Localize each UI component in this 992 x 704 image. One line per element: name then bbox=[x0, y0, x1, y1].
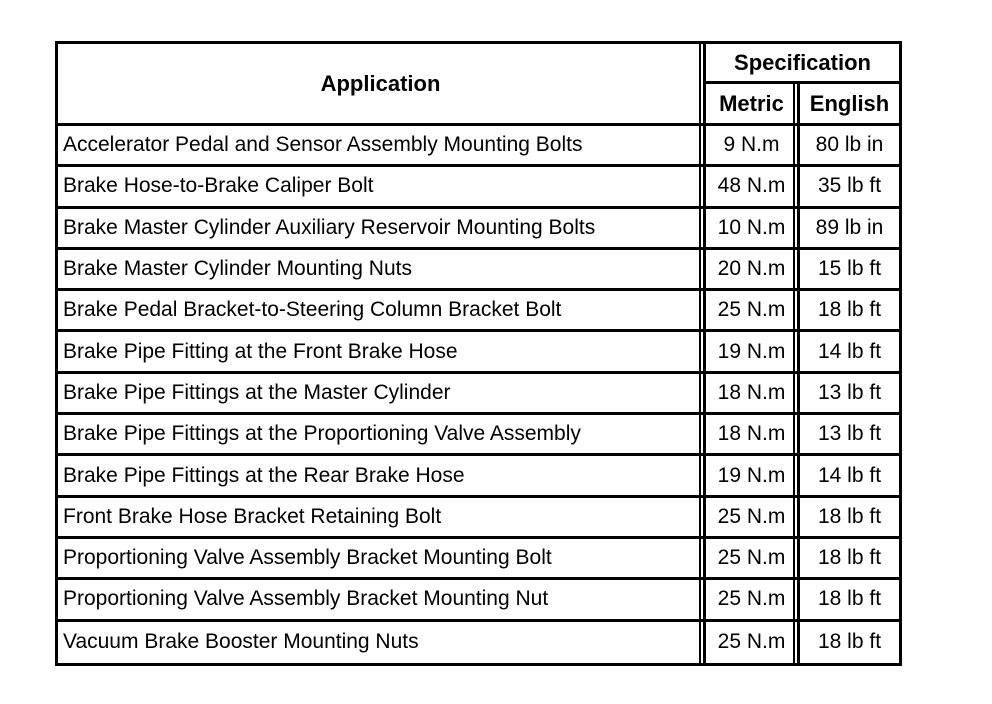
application-cell: Brake Hose-to-Brake Caliper Bolt bbox=[58, 167, 706, 208]
application-cell: Proportioning Valve Assembly Bracket Mounting Nut bbox=[58, 580, 706, 621]
fastener-specification-table bbox=[55, 41, 902, 666]
metric-cell: 20 N.m bbox=[706, 250, 800, 291]
metric-cell: 18 N.m bbox=[706, 374, 800, 415]
table-row bbox=[58, 209, 899, 250]
application-cell: Front Brake Hose Bracket Retaining Bolt bbox=[58, 498, 706, 539]
metric-cell: 25 N.m bbox=[706, 291, 800, 332]
metric-cell: 25 N.m bbox=[706, 580, 800, 621]
english-header: English bbox=[800, 84, 899, 126]
application-cell: Brake Pipe Fittings at the Proportioning Valve Assembly bbox=[58, 415, 706, 456]
application-cell: Brake Pipe Fitting at the Front Brake Hose bbox=[58, 332, 706, 373]
metric-header: Metric bbox=[706, 84, 800, 126]
table-row bbox=[58, 167, 899, 208]
application-cell: Proportioning Valve Assembly Bracket Mounting Bolt bbox=[58, 539, 706, 580]
metric-cell: 25 N.m bbox=[706, 498, 800, 539]
application-cell: Brake Pipe Fittings at the Rear Brake Hose bbox=[58, 456, 706, 497]
english-cell: 89 lb in bbox=[800, 209, 899, 250]
table-row bbox=[58, 456, 899, 497]
application-cell: Vacuum Brake Booster Mounting Nuts bbox=[58, 622, 706, 663]
application-cell: Brake Master Cylinder Auxiliary Reservoir Mounting Bolts bbox=[58, 209, 706, 250]
metric-cell: 25 N.m bbox=[706, 622, 800, 663]
application-header: Application bbox=[58, 44, 706, 126]
table-row bbox=[58, 622, 899, 663]
metric-cell: 9 N.m bbox=[706, 126, 800, 167]
table-row bbox=[58, 580, 899, 621]
metric-cell: 25 N.m bbox=[706, 539, 800, 580]
english-cell: 15 lb ft bbox=[800, 250, 899, 291]
table-row bbox=[58, 498, 899, 539]
table-row bbox=[58, 415, 899, 456]
metric-cell: 18 N.m bbox=[706, 415, 800, 456]
table-row bbox=[58, 126, 899, 167]
application-cell: Brake Pipe Fittings at the Master Cylinder bbox=[58, 374, 706, 415]
header-row bbox=[58, 44, 899, 84]
english-cell: 14 lb ft bbox=[800, 332, 899, 373]
english-cell: 35 lb ft bbox=[800, 167, 899, 208]
application-cell: Accelerator Pedal and Sensor Assembly Mounting Bolts bbox=[58, 126, 706, 167]
table-row bbox=[58, 539, 899, 580]
english-cell: 80 lb in bbox=[800, 126, 899, 167]
metric-cell: 48 N.m bbox=[706, 167, 800, 208]
metric-cell: 19 N.m bbox=[706, 332, 800, 373]
table-row bbox=[58, 250, 899, 291]
english-cell: 18 lb ft bbox=[800, 291, 899, 332]
english-cell: 18 lb ft bbox=[800, 580, 899, 621]
english-cell: 18 lb ft bbox=[800, 539, 899, 580]
english-cell: 14 lb ft bbox=[800, 456, 899, 497]
english-cell: 13 lb ft bbox=[800, 374, 899, 415]
metric-cell: 10 N.m bbox=[706, 209, 800, 250]
table-row bbox=[58, 374, 899, 415]
english-cell: 18 lb ft bbox=[800, 498, 899, 539]
application-cell: Brake Master Cylinder Mounting Nuts bbox=[58, 250, 706, 291]
english-cell: 18 lb ft bbox=[817, 630, 882, 654]
specification-header: Specification bbox=[706, 44, 899, 84]
table-row bbox=[58, 291, 899, 332]
application-cell: Brake Pedal Bracket-to-Steering Column Bracket Bolt bbox=[58, 291, 706, 332]
english-cell: 13 lb ft bbox=[800, 415, 899, 456]
metric-cell: 19 N.m bbox=[706, 456, 800, 497]
table-row bbox=[58, 332, 899, 373]
